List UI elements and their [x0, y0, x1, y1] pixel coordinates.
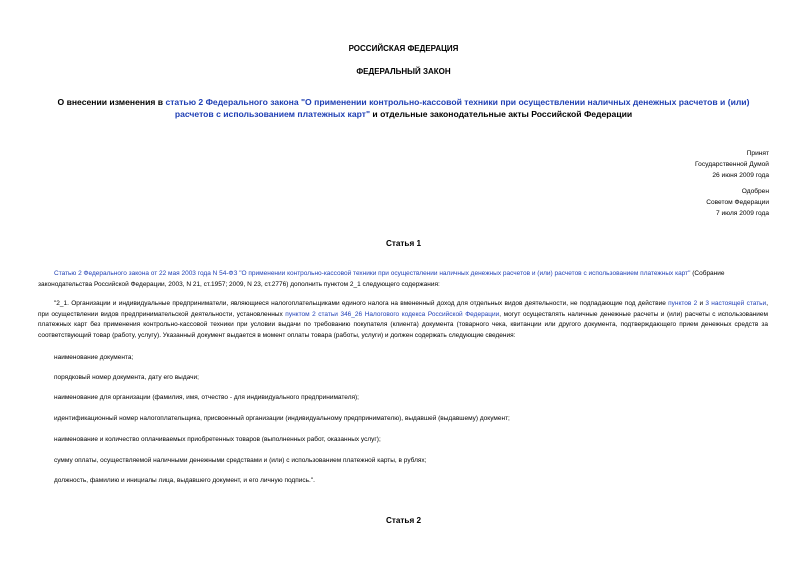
paragraph-text: , при осуществлении видов предпринимательской деятельности, установленных: [38, 300, 768, 318]
law-title: [40, 96, 767, 120]
paragraph-text: , могут осуществлять наличные денежные расчеты и (или) расчеты с использованием платежных карт без применения контрольно-кассовой техники при условии выдачи по требованию покупателя (клиента) документа (товарного чека, квитанции или другого документа, подтверждающего прием денежных средств за соответствующий товар (работу, услугу). Указанный документ выдается в момент оплаты товара (работы, услуги) и должен содержать следующие сведения:: [38, 310, 768, 339]
law-title-prefix: О внесении изменения в: [57, 97, 166, 107]
list-item: сумму оплаты, осуществляемой наличными денежными средствами и (или) с использованием платежной карты, в рублях;: [54, 457, 427, 464]
list-item: идентификационный номер налогоплательщика, присвоенный организации (индивидуальному предпринимателю), выдавшей (выдавшему) документ;: [54, 415, 510, 422]
adopted-date: 26 июня 2009 года: [712, 172, 769, 179]
law-title-suffix: и отдельные законодательные акты Российской Федерации: [370, 109, 633, 119]
adopted-line: Принят: [746, 150, 769, 157]
paragraph-text: "2_1. Организации и индивидуальные предприниматели, являющиеся налогоплательщиками единого налога на вмененный доход для отдельных видов деятельности, не подпадающие под действие: [54, 300, 669, 307]
article-1-paragraph-2: [38, 299, 768, 341]
tax-code-link[interactable]: пунктом 2 статьи 346_26 Налогового кодекса Российской Федерации: [285, 310, 500, 318]
point-3-link[interactable]: 3 настоящей статьи: [705, 300, 767, 307]
list-item: наименование для организации (фамилия, имя, отчество - для индивидуального предпринимателя);: [54, 394, 359, 401]
list-item: наименование документа;: [54, 354, 134, 361]
list-item: порядковый номер документа, дату его выдачи;: [54, 374, 199, 381]
points-2-link[interactable]: пунктов 2: [668, 300, 698, 307]
approved-date: 7 июля 2009 года: [715, 210, 769, 217]
article-2-heading: Статья 2: [385, 516, 422, 525]
country-title: РОССИЙСКАЯ ФЕДЕРАЦИЯ: [348, 44, 459, 53]
approved-by-line: Советом Федерации: [706, 199, 769, 206]
approved-line: Одобрен: [741, 188, 769, 195]
approved-block: [706, 186, 769, 219]
paragraph-text: (Собрание законодательства Российской Федерации, 2003, N 21, ст.1957; 2009, N 23, ст.2776) дополнить пунктом 2_1 следующего содержания:: [38, 270, 725, 288]
list-item: наименование и количество оплачиваемых приобретенных товаров (выполненных работ, оказанных услуг);: [54, 436, 381, 443]
article-1-paragraph-1: [38, 269, 768, 290]
paragraph-text: и: [697, 300, 706, 307]
law-type-title: ФЕДЕРАЛЬНЫЙ ЗАКОН: [356, 67, 451, 76]
adopted-block: [695, 148, 769, 181]
law-title-link[interactable]: статью 2 Федерального закона "О применении контрольно-кассовой техники при осуществлении наличных денежных расчетов и (или) расчетов с использованием платежных карт": [165, 97, 750, 119]
list-item: должность, фамилию и инициалы лица, выдавшего документ, и его личную подпись.".: [54, 477, 315, 484]
law-54fz-link[interactable]: Статью 2 Федерального закона от 22 мая 2003 года N 54-ФЗ "О применении контрольно-кассовой техники при осуществлении наличных денежных расчетов и (или) расчетов с использованием платежных карт": [54, 270, 691, 277]
adopted-by-line: Государственной Думой: [695, 161, 769, 168]
article-1-heading: Статья 1: [385, 239, 422, 248]
